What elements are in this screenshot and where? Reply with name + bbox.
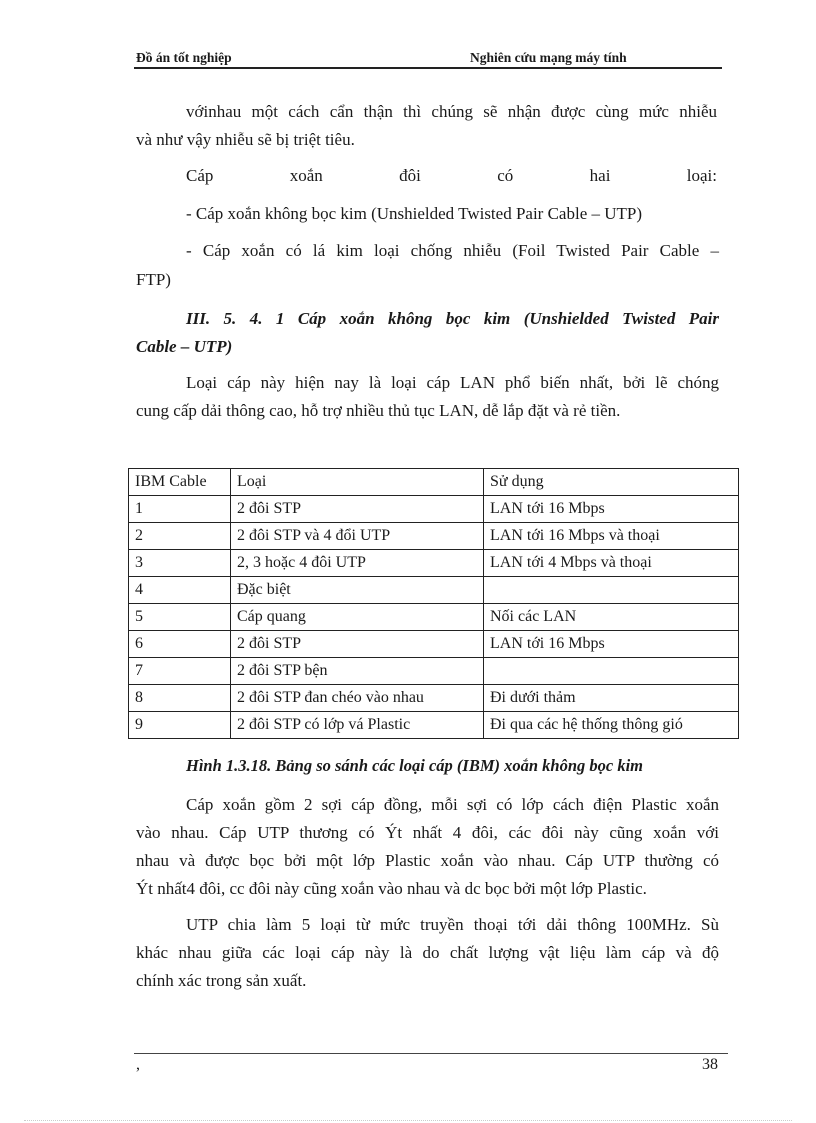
- table-header-cell: Sử dụng: [484, 469, 739, 496]
- table-cell: 2 đôi STP: [231, 496, 484, 523]
- table-cell: LAN tới 16 Mbps và thoại: [484, 523, 739, 550]
- table-cell: 4: [129, 577, 231, 604]
- table-cell: Cáp quang: [231, 604, 484, 631]
- header-rule: [134, 67, 722, 69]
- section-title: III. 5. 4. 1 Cáp xoắn không bọc kim (Unshielded Twisted Pair: [186, 309, 719, 328]
- table-cell: LAN tới 16 Mbps: [484, 631, 739, 658]
- table-cell: 8: [129, 685, 231, 712]
- paragraph-line: - Cáp xoắn có lá kim loại chống nhiễu (Foil Twisted Pair Cable –: [186, 241, 719, 260]
- table-row: [129, 496, 739, 523]
- table-row: [129, 577, 739, 604]
- paragraph-line: UTP chia làm 5 loại từ mức truyền thoại tới dải thông 100MHz. Sù: [186, 915, 719, 934]
- table-header-row: [129, 469, 739, 496]
- paragraph-line: khác nhau giữa các loại cáp này là do chất lượng vật liệu làm cáp và độ: [136, 943, 719, 962]
- paragraph-line: - Cáp xoắn không bọc kim (Unshielded Twisted Pair Cable – UTP): [186, 204, 643, 223]
- header-right-title: Nghiên cứu mạng máy tính: [470, 50, 627, 65]
- header-left-title: Đồ án tốt nghiệp: [136, 50, 232, 65]
- table-cell: 2, 3 hoặc 4 đôi UTP: [231, 550, 484, 577]
- table-row: [129, 550, 739, 577]
- paragraph-line: Ýt nhất4 đôi, cc đôi này cũng xoắn vào nhau và dc bọc bởi một lớp Plastic.: [136, 879, 647, 898]
- table-cell: 2 đôi STP có lớp vá Plastic: [231, 712, 484, 739]
- table-cell: 6: [129, 631, 231, 658]
- table-header-cell: IBM Cable: [129, 469, 231, 496]
- table-cell: LAN tới 16 Mbps: [484, 496, 739, 523]
- table-row: [129, 523, 739, 550]
- section-title: Cable – UTP): [136, 337, 233, 356]
- table-cell: 1: [129, 496, 231, 523]
- table-cell: 2 đôi STP: [231, 631, 484, 658]
- table-row: [129, 685, 739, 712]
- table-cell: 2 đôi STP đan chéo vào nhau: [231, 685, 484, 712]
- table-cell: Đi dưới thảm: [484, 685, 739, 712]
- table-cell: LAN tới 4 Mbps và thoại: [484, 550, 739, 577]
- paragraph-line: vào nhau. Cáp UTP thương có Ýt nhất 4 đôi, các đôi này cũng xoắn với: [136, 823, 719, 842]
- paragraph-line: Cáp xoắn đôi có hai loại:: [186, 166, 717, 185]
- paragraph-line: chính xác trong sản xuất.: [136, 971, 307, 990]
- page-number: 38: [702, 1056, 718, 1073]
- paragraph-line: vớinhau một cách cẩn thận thì chúng sẽ nhận được cùng mức nhiễu: [186, 102, 717, 121]
- footer-rule: [134, 1053, 728, 1054]
- table-cell: 3: [129, 550, 231, 577]
- ibm-cable-table: [128, 468, 739, 739]
- table-caption: Hình 1.3.18. Bảng so sánh các loại cáp (IBM) xoắn không bọc kim: [186, 756, 644, 775]
- paragraph-line: Cáp xoắn gồm 2 sợi cáp đồng, mỗi sợi có lớp cách điện Plastic xoắn: [186, 795, 719, 814]
- table-cell: 2: [129, 523, 231, 550]
- paragraph-line: nhau và được bọc bởi một lớp Plastic xoắn vào nhau. Cáp UTP thường có: [136, 851, 719, 870]
- table-cell: Nối các LAN: [484, 604, 739, 631]
- table-cell: 2 đôi STP bện: [231, 658, 484, 685]
- table-row: [129, 658, 739, 685]
- table-cell: Đặc biệt: [231, 577, 484, 604]
- table-cell: 9: [129, 712, 231, 739]
- table-header-cell: Loại: [231, 469, 484, 496]
- footer-mark: ,: [136, 1056, 140, 1073]
- page-edge: [24, 1120, 792, 1121]
- paragraph-line: và như vậy nhiễu sẽ bị triệt tiêu.: [136, 130, 355, 149]
- table-row: [129, 604, 739, 631]
- paragraph-line: Loại cáp này hiện nay là loại cáp LAN phổ biến nhất, bởi lẽ chóng: [186, 373, 719, 392]
- paragraph-line: FTP): [136, 270, 171, 289]
- table-row: [129, 712, 739, 739]
- table-cell: 2 đôi STP và 4 đổi UTP: [231, 523, 484, 550]
- table-cell: Đi qua các hệ thống thông gió: [484, 712, 739, 739]
- table-row: [129, 631, 739, 658]
- table-cell: 7: [129, 658, 231, 685]
- table-cell: [484, 577, 739, 604]
- paragraph-line: cung cấp dải thông cao, hỗ trợ nhiều thủ tục LAN, dễ lắp đặt và rẻ tiền.: [136, 401, 621, 420]
- table-cell: 5: [129, 604, 231, 631]
- table-cell: [484, 658, 739, 685]
